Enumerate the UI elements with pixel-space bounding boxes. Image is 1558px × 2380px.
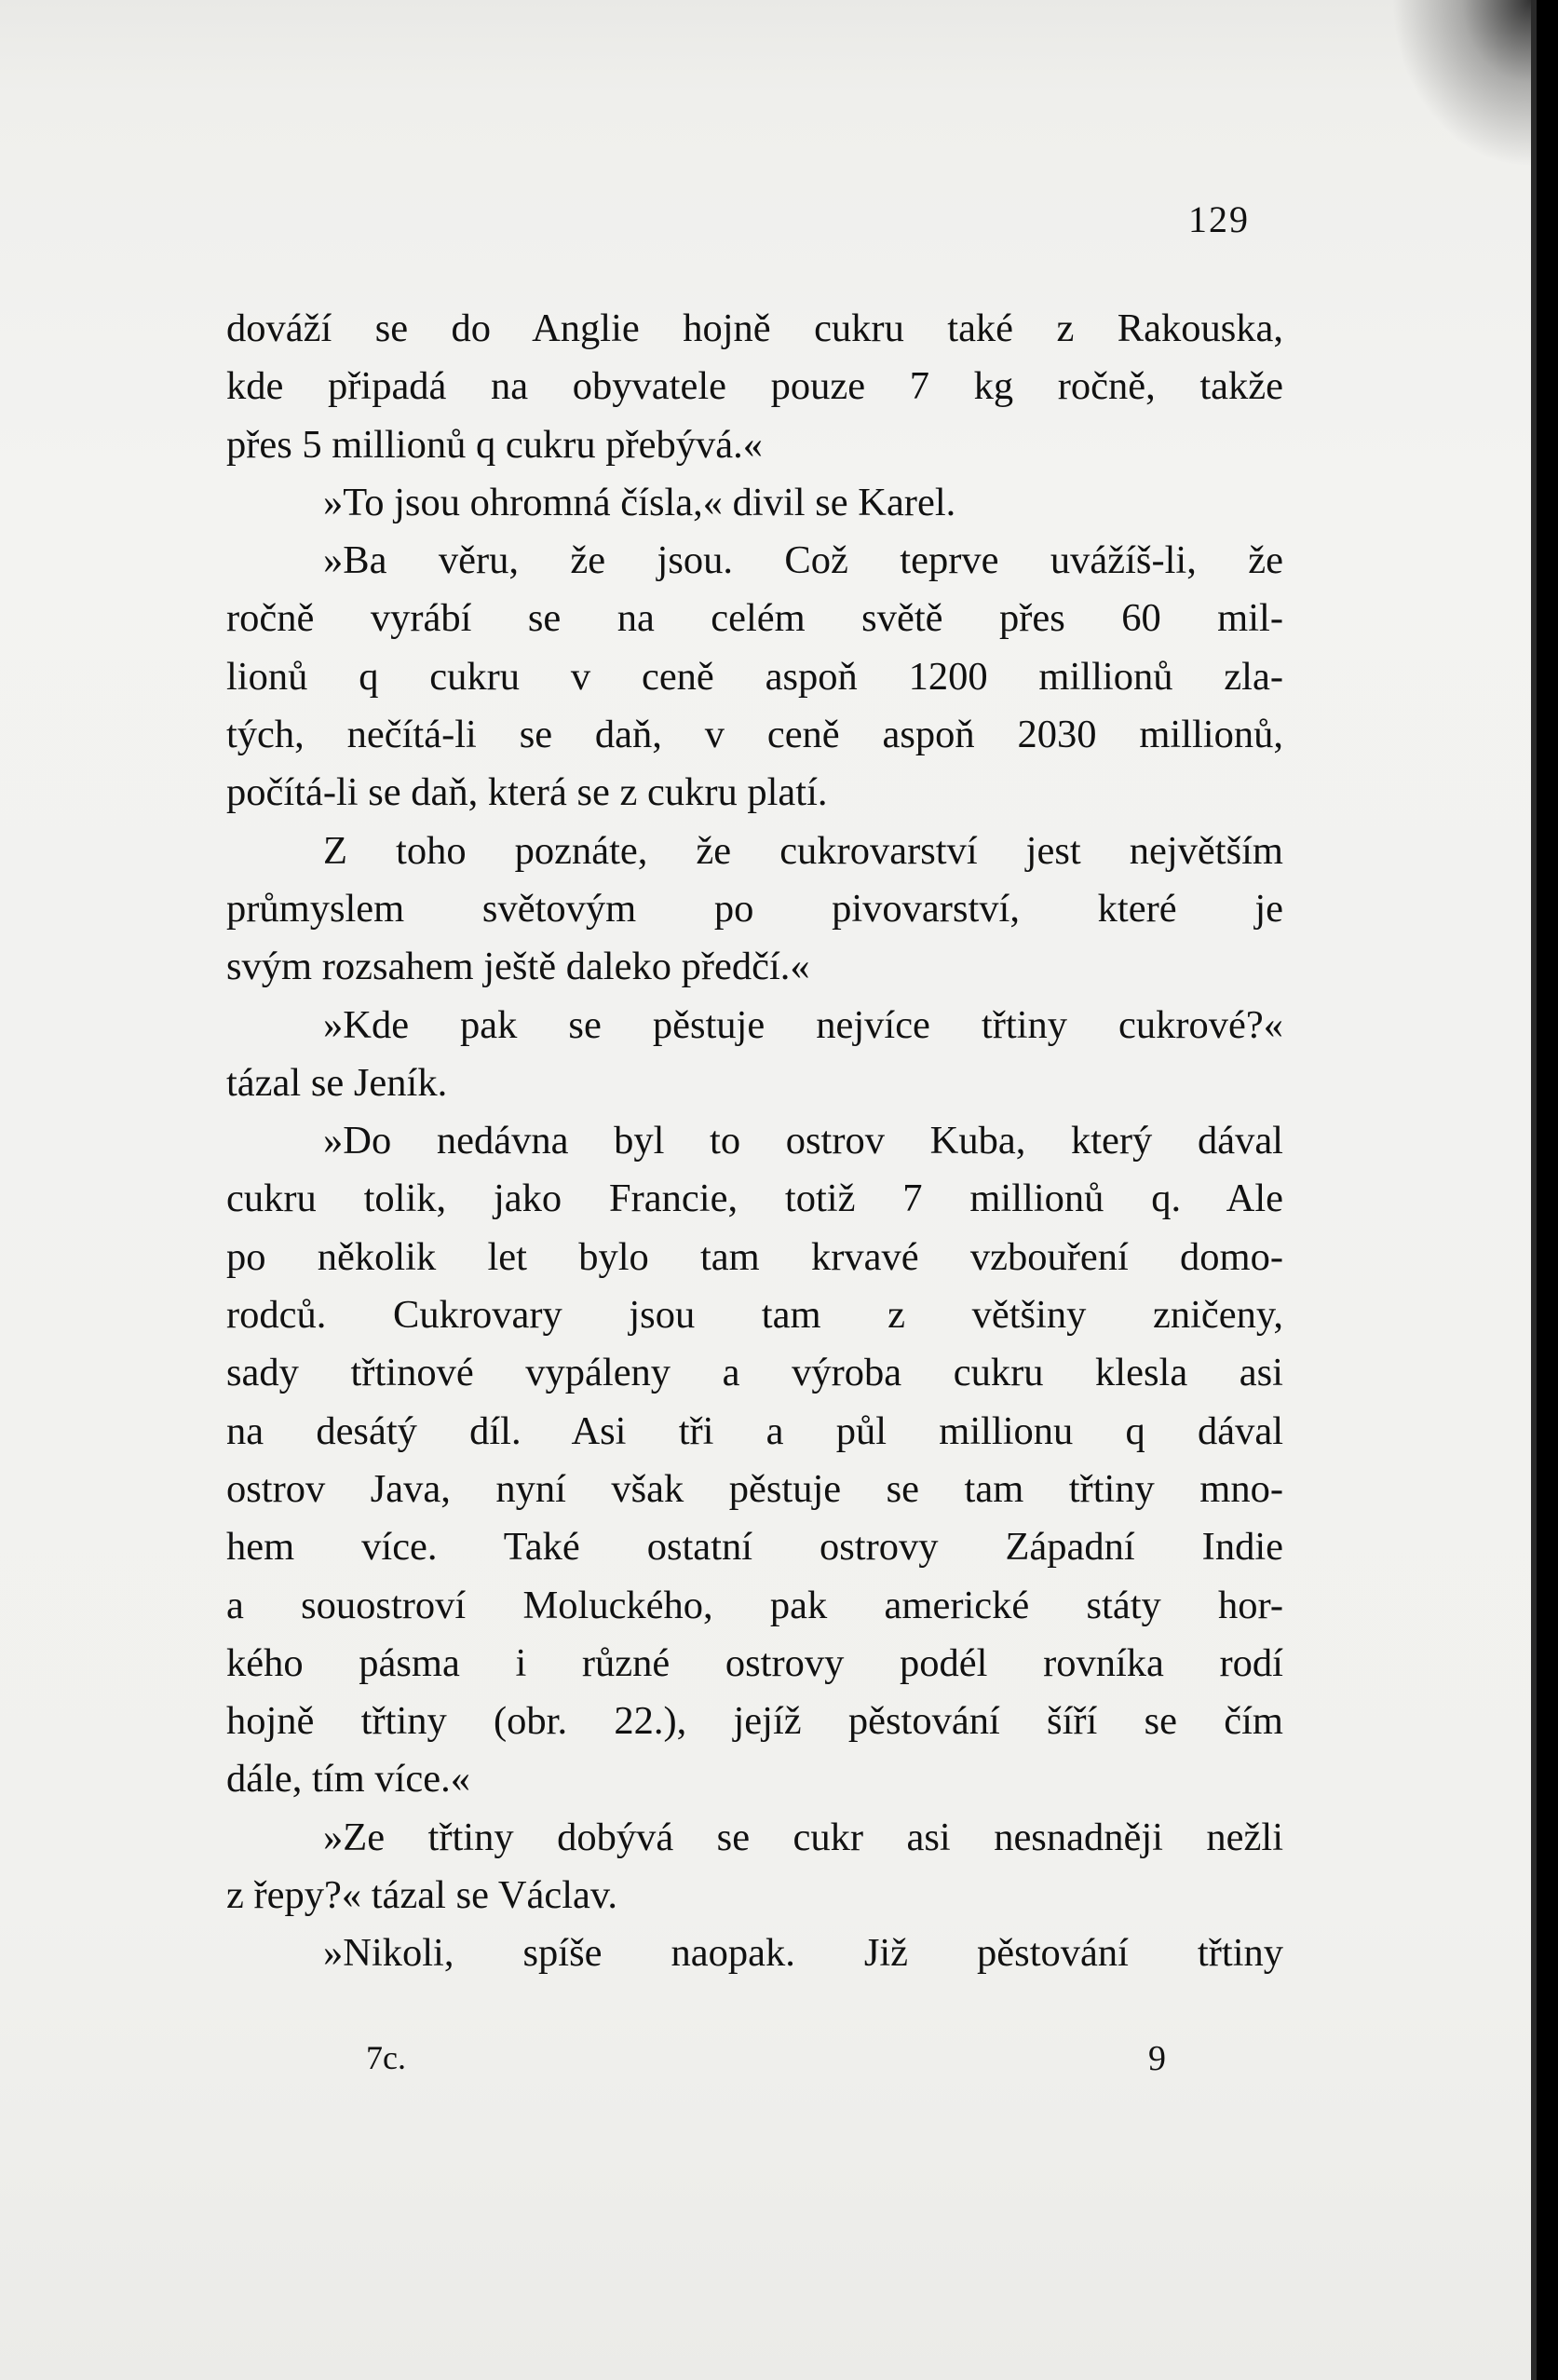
text-line: cukru tolik, jako Francie, totiž 7 millionů q. Ale bbox=[226, 1176, 1283, 1221]
text-line: kého pásma i různé ostrovy podél rovníka rodí bbox=[226, 1640, 1283, 1685]
sheet-number: 9 bbox=[1148, 2039, 1166, 2078]
printer-signature-mark: 7c. bbox=[366, 2039, 406, 2076]
text-line: »To jsou ohromná čísla,« divil se Karel. bbox=[323, 480, 956, 524]
text-line: lionů q cukru v ceně aspoň 1200 millionů zla- bbox=[226, 654, 1283, 699]
text-line: a souostroví Moluckého, pak americké státy hor- bbox=[226, 1583, 1283, 1627]
text-line: po několik let bylo tam krvavé vzbouření domo- bbox=[226, 1234, 1283, 1279]
text-line: průmyslem světovým po pivovarství, které je bbox=[226, 886, 1283, 931]
text-line: tých, nečítá-li se daň, v ceně aspoň 2030 millionů, bbox=[226, 713, 1283, 757]
text-line: rodců. Cukrovary jsou tam z většiny zničeny, bbox=[226, 1293, 1283, 1338]
text-line: Z toho poznáte, že cukrovarství jest největším bbox=[323, 828, 1283, 873]
text-line: svým rozsahem ještě daleko předčí.« bbox=[226, 945, 810, 989]
text-line: »Ba věru, že jsou. Což teprve uvážíš-li, že bbox=[323, 538, 1283, 583]
text-line: kde připadá na obyvatele pouze 7 kg ročně, takže bbox=[226, 364, 1283, 409]
body-text bbox=[226, 300, 1283, 1983]
text-line: počítá-li se daň, která se z cukru platí. bbox=[226, 770, 828, 815]
text-line: na desátý díl. Asi tři a půl millionu q dával bbox=[226, 1408, 1283, 1453]
text-line: »Kde pak se pěstuje nejvíce třtiny cukrové?« bbox=[323, 1002, 1283, 1047]
text-line: ročně vyrábí se na celém světě přes 60 mil- bbox=[226, 596, 1283, 641]
text-line: ostrov Java, nyní však pěstuje se tam třtiny mno- bbox=[226, 1466, 1283, 1511]
text-line: »Nikoli, spíše naopak. Již pěstování třtiny bbox=[323, 1931, 1283, 1976]
text-line: sady třtinové vypáleny a výroba cukru klesla asi bbox=[226, 1351, 1283, 1395]
text-line: dováží se do Anglie hojně cukru také z Rakouska, bbox=[226, 306, 1283, 350]
text-line: dále, tím více.« bbox=[226, 1757, 470, 1802]
text-line: přes 5 millionů q cukru přebývá.« bbox=[226, 422, 763, 467]
text-line: »Ze třtiny dobývá se cukr asi nesnadněji nežli bbox=[323, 1815, 1283, 1859]
text-line: tázal se Jeník. bbox=[226, 1060, 448, 1105]
text-line: hojně třtiny (obr. 22.), jejíž pěstování šíří se čím bbox=[226, 1699, 1283, 1744]
text-line: »Do nedávna byl to ostrov Kuba, který dával bbox=[323, 1119, 1283, 1163]
text-line: hem více. Také ostatní ostrovy Západní Indie bbox=[226, 1525, 1283, 1570]
text-line: z řepy?« tázal se Václav. bbox=[226, 1873, 618, 1918]
page-number: 129 bbox=[1188, 198, 1250, 240]
